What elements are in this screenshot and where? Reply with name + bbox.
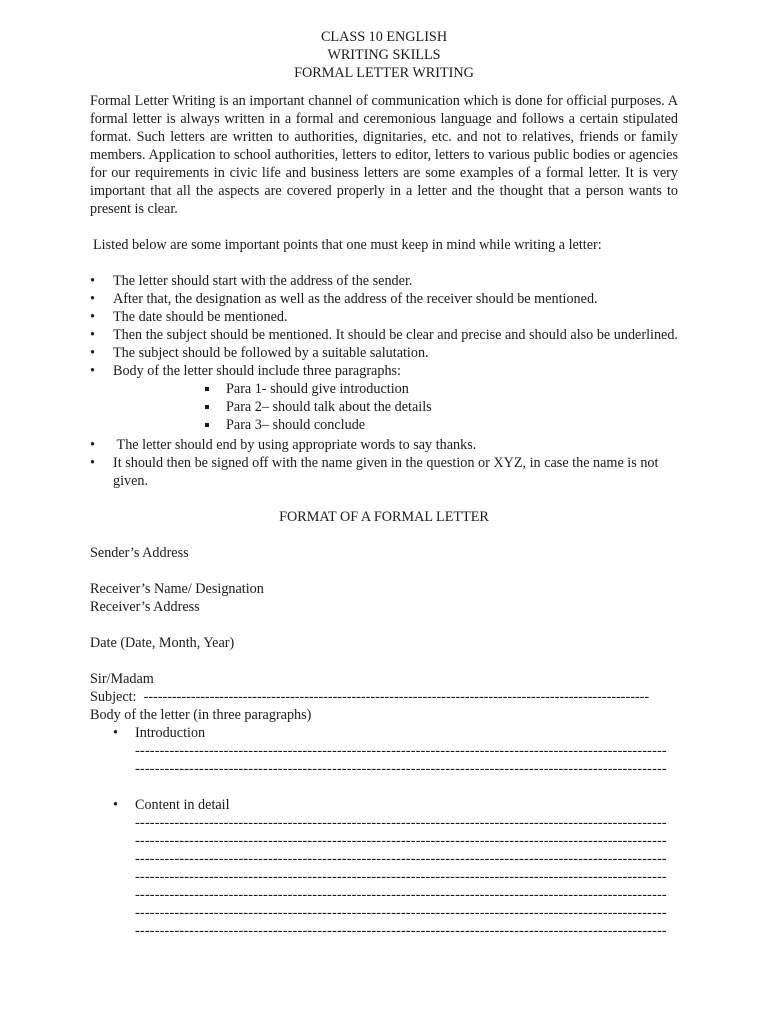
dash-line: ------------------------------------------------------------------------------------------------------------	[135, 851, 667, 867]
square-bullet-icon	[205, 387, 209, 391]
dash-line: ------------------------------------------------------------------------------------------------------------	[135, 761, 667, 777]
points-intro: Listed below are some important points that one must keep in mind while writing a letter:	[93, 237, 602, 253]
bullet-icon: •	[113, 797, 118, 813]
bullet-icon: •	[90, 309, 95, 325]
sub-list-item: Para 2– should talk about the details	[113, 398, 678, 416]
list-item: • The letter should end by using appropriate words to say thanks.	[90, 437, 477, 453]
sub-list-item: Para 1- should give introduction	[113, 380, 678, 398]
document-page	[90, 28, 678, 940]
list-item: • Body of the letter should include three paragraphs: Para 1- should give introduction Para 2– should talk about the details Para 3– should conclude	[90, 362, 678, 434]
dash-line: ------------------------------------------------------------------------------------------------------------	[135, 743, 667, 759]
bullet-icon: •	[90, 437, 95, 453]
list-item: • After that, the designation as well as the address of the receiver should be mentioned.	[90, 291, 598, 307]
subject-label: Subject:	[90, 689, 137, 705]
bullet-icon: •	[90, 363, 95, 379]
date-label: Date (Date, Month, Year)	[90, 635, 235, 651]
square-bullet-icon	[205, 405, 209, 409]
bullet-icon: •	[90, 345, 95, 361]
dash-line: ------------------------------------------------------------------------------------------------------------	[135, 815, 667, 831]
format-heading: FORMAT OF A FORMAL LETTER	[279, 509, 489, 525]
list-item: • The subject should be followed by a suitable salutation.	[90, 345, 429, 361]
bullet-icon: •	[90, 273, 95, 289]
list-item	[90, 724, 678, 742]
salutation-label: Sir/Madam	[90, 671, 154, 687]
header-formal-letter: FORMAL LETTER WRITING	[294, 65, 474, 81]
content-detail-label: Content in detail	[135, 797, 230, 813]
square-bullet-icon	[205, 423, 209, 427]
points-list	[90, 272, 678, 490]
sub-list-item: Para 3– should conclude	[113, 416, 678, 434]
introduction-label: Introduction	[135, 725, 206, 741]
list-item: • The date should be mentioned.	[90, 309, 288, 325]
bullet-icon: •	[113, 725, 118, 741]
bullet-icon: •	[90, 455, 95, 471]
subject-line	[90, 688, 678, 706]
receiver-name-label: Receiver’s Name/ Designation	[90, 581, 264, 597]
list-item	[90, 796, 678, 814]
receiver-address-label: Receiver’s Address	[90, 599, 200, 615]
sender-address-label: Sender’s Address	[90, 545, 189, 561]
dash-line: ------------------------------------------------------------------------------------------------------------	[135, 887, 667, 903]
bullet-icon: •	[90, 327, 95, 343]
bullet-icon: •	[90, 291, 95, 307]
format-section	[90, 544, 678, 940]
header-class: CLASS 10 ENGLISH	[320, 29, 448, 45]
intro-paragraph: Formal Letter Writing is an important channel of communication which is done for official purposes. A formal letter is always written in a formal and ceremonious language and follows a certain stipulated format. Such letters are written to authorities, dignitaries, etc. and not to relatives, friends or family members. Application to school authorities, letters to editor, letters to various public bodies or agencies for our requirements in civic life and business letters are some examples of a formal letter. It is very important that all the aspects are covered properly in a letter and the thought that a person wants to present is clear.	[90, 93, 678, 217]
dash-line: ------------------------------------------------------------------------------------------------------------	[135, 905, 667, 921]
list-item: • It should then be signed off with the name given in the question or XYZ, in case the name is not given.	[90, 455, 659, 489]
dash-line: ------------------------------------------------------------------------------------------------------------	[135, 923, 667, 939]
header-writing-skills: WRITING SKILLS	[327, 47, 441, 63]
list-item: • Then the subject should be mentioned. It should be clear and precise and should also be underlined.	[90, 327, 678, 343]
subject-dashes: -----------------------------------------------------------------------------------------------------------	[143, 689, 650, 705]
body-label: Body of the letter (in three paragraphs)	[90, 707, 312, 723]
dash-line: ------------------------------------------------------------------------------------------------------------	[135, 869, 667, 885]
document-header	[90, 28, 678, 82]
list-item: • The letter should start with the address of the sender.	[90, 273, 413, 289]
dash-line: ------------------------------------------------------------------------------------------------------------	[135, 833, 667, 849]
sub-points-list	[113, 380, 678, 434]
